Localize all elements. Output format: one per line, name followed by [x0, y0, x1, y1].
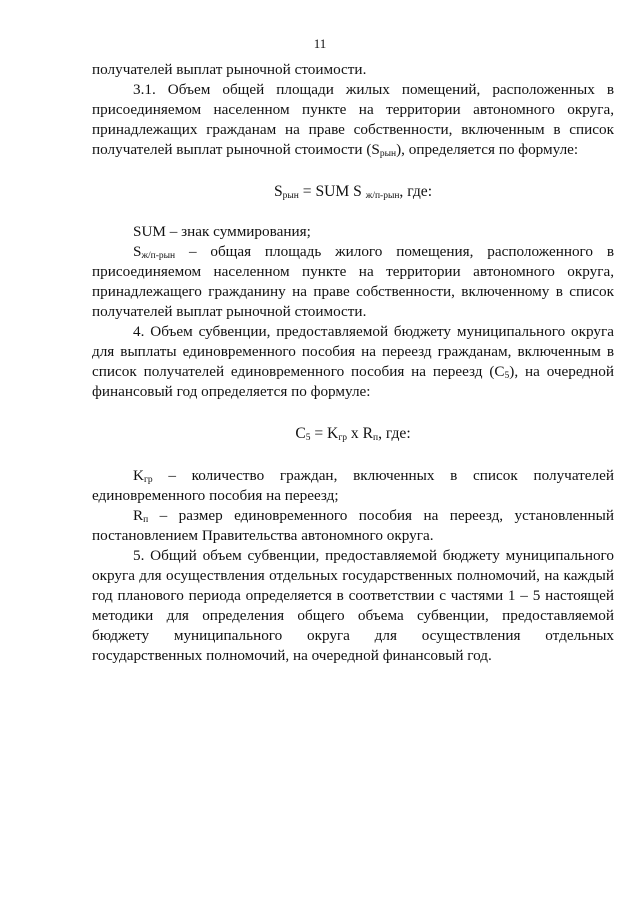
definition-r-text: – размер единовременного пособия на переезд, установленный постановлением Правительства автономного округа.: [92, 507, 614, 544]
page-number: 11: [313, 36, 327, 51]
definition-k-citizens: [92, 466, 614, 506]
paragraph-4: [92, 322, 614, 402]
paragraph-3-1-text: 3.1. Объем общей площади жилых помещений, расположенных в присоединяемом населенном пункте на территории автономного округа, принадлежащих гражданам на праве собственности, включенным в список получателей выплат рыночной стоимости (S: [92, 81, 614, 158]
paragraph-3-1-tail: ), определяется по формуле:: [396, 141, 579, 158]
formula-relocation-subsidy: [92, 424, 614, 444]
definition-r-allowance: [92, 506, 614, 546]
formula-1-lhs-subscript: рын: [282, 191, 299, 201]
formula-2-mid-1: = K: [310, 425, 339, 442]
document-body: [92, 60, 614, 666]
formula-2-mid-2: x R: [346, 425, 373, 442]
definition-sum: SUM – знак суммирования;: [133, 223, 311, 240]
definition-r-subscript: п: [143, 515, 149, 525]
definition-k-subscript: гр: [143, 475, 153, 485]
paragraph-4-tail: ), на очередной финансовый год определяется по формуле:: [92, 363, 615, 400]
formula-1-rhs-subscript: ж/п-рын: [365, 191, 400, 201]
definition-s-area: [92, 242, 614, 322]
formula-2-lhs-subscript: 5: [305, 433, 311, 443]
definition-s-subscript: ж/п-рын: [141, 251, 176, 261]
definition-s-symbol: S: [133, 243, 142, 260]
formula-1-tail: , где:: [399, 183, 433, 200]
formula-2-r-subscript: п: [372, 433, 379, 443]
s-market-subscript: рын: [379, 149, 397, 159]
definition-r-symbol: R: [133, 507, 144, 524]
definition-k-text: – количество граждан, включенных в список получателей единовременного пособия на переезд;: [92, 467, 614, 504]
formula-market-area: [92, 182, 614, 202]
formula-2-tail: , где:: [378, 425, 411, 442]
formula-2-k-subscript: гр: [338, 433, 347, 443]
paragraph-5: 5. Общий объем субвенции, предоставляемой бюджету муниципального округа для осуществления отдельных государственных полномочий, на каждый год планового периода определяется в соответствии с частями 1 – 5 настоящей методики для определения общего объема субвенции, предоставляемой бюджету муниципального округа для осуществления отдельных государственных полномочий, на очередной финансовый год.: [92, 547, 614, 664]
formula-2-lhs: С: [295, 425, 306, 442]
definition-k-symbol: K: [133, 467, 144, 484]
paragraph-4-text: 4. Объем субвенции, предоставляемой бюджету муниципального округа для выплаты единовременного пособия на переезд гражданам, включенным в список получателей единовременного пособия на переезд (С: [92, 323, 614, 380]
formula-1-lhs: S: [273, 183, 283, 200]
paragraph-continuation: получателей выплат рыночной стоимости.: [92, 61, 367, 78]
definition-s-text: – общая площадь жилого помещения, расположенного в присоединяемом населенном пункте на территории автономного округа, принадлежащего гражданину на праве собственности, включенному в список получателей выплат рыночной стоимости.: [92, 243, 614, 320]
formula-1-mid: = SUM S: [298, 183, 366, 200]
c5-subscript: 5: [504, 371, 510, 381]
paragraph-3-1: [92, 80, 614, 160]
